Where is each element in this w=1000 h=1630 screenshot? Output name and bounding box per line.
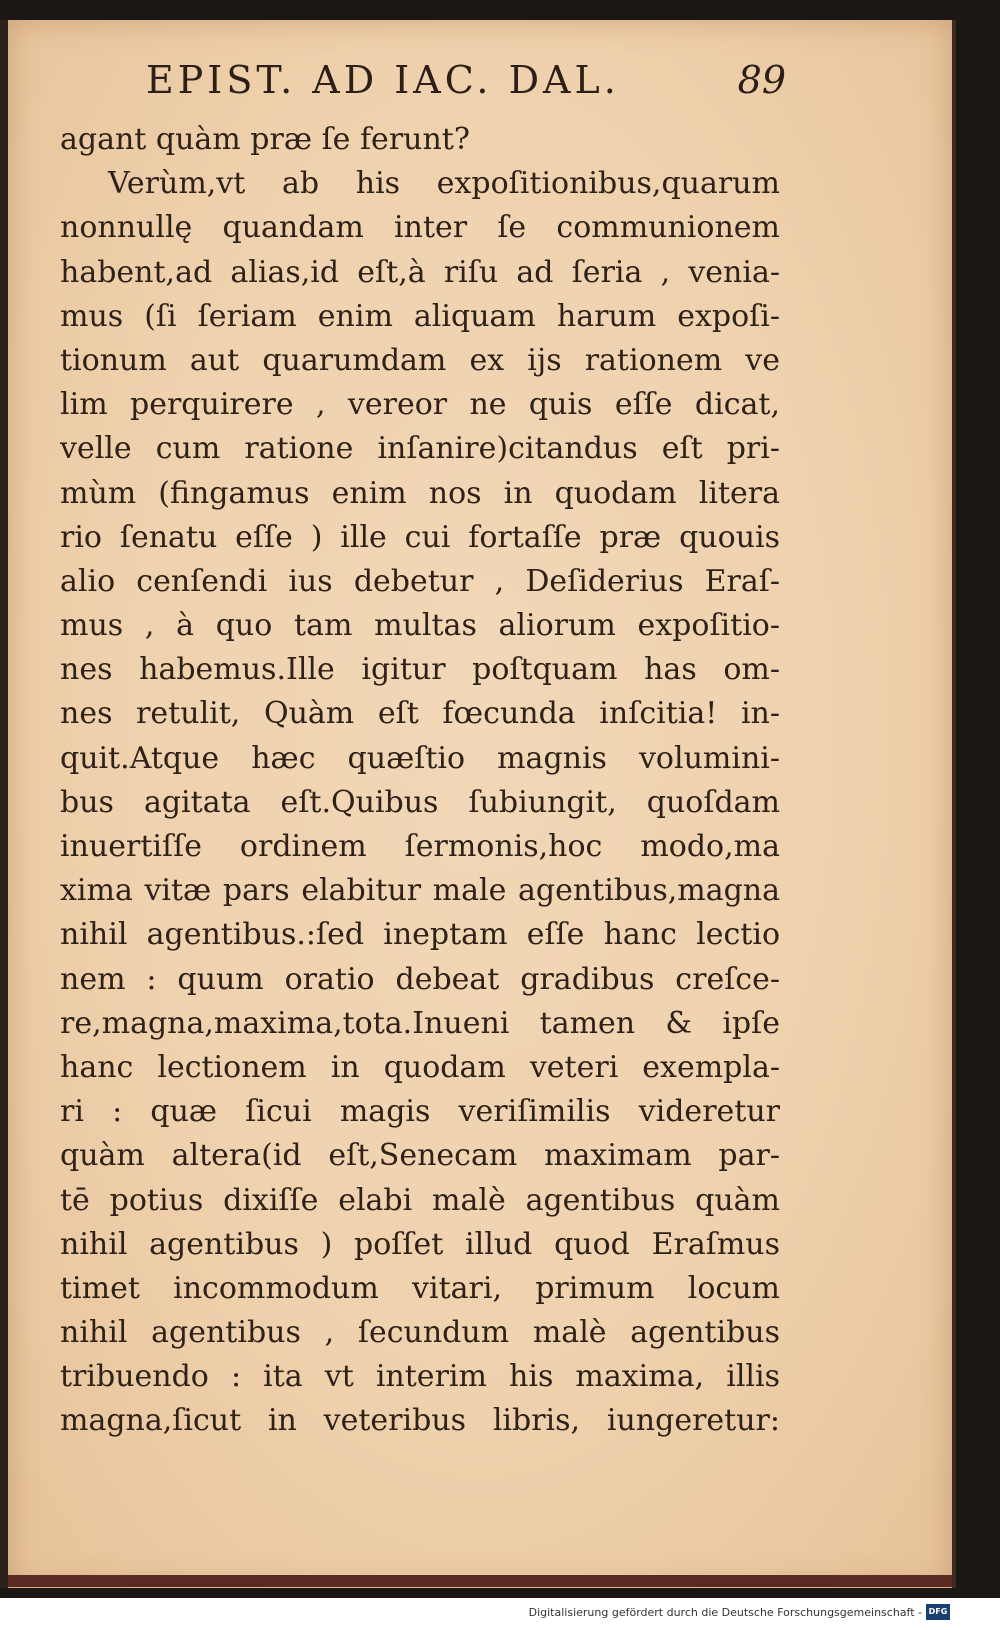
dfg-logo-icon: DFG [926, 1604, 950, 1620]
text-line: mus , à quo tam multas aliorum expoſitio- [60, 608, 780, 644]
text-line: velle cum ratione inſanire)citandus eſt pri- [60, 431, 780, 467]
text-line: Verùm,vt ab his expoſitionibus,quarum [108, 166, 780, 202]
text-line: tē potius dixiſſe elabi malè agentibus quàm [60, 1182, 780, 1218]
text-line: nihil agentibus ) poſſet illud quod Eraſmus [60, 1226, 780, 1262]
text-line: magna,ſicut in veteribus libris, iungeretur: [60, 1403, 780, 1439]
page-bottom-edge [8, 1575, 952, 1587]
text-line: timet incommodum vitari, primum locum [60, 1270, 780, 1306]
text-line: ri : quæ ſicui magis veriſimilis videretur [60, 1094, 780, 1130]
text-line: nes retulit, Quàm eſt fœcunda inſcitia! in- [60, 696, 780, 732]
page-number: 89 [737, 58, 786, 102]
text-line: re,magna,maxima,tota.Inueni tamen & ipſe [60, 1005, 780, 1041]
digitization-footer [0, 1598, 1000, 1630]
text-line: nonnullę quandam inter ſe communionem [60, 210, 780, 246]
funding-credit: Digitalisierung gefördert durch die Deutsche Forschungsgemeinschaft - [528, 1606, 922, 1619]
text-line: agant quàm præ ſe ferunt? [60, 122, 470, 157]
text-line: nihil agentibus , ſecundum malè agentibus [60, 1315, 780, 1351]
text-line: mus (ſi ſeriam enim aliquam harum expoſi- [60, 298, 780, 334]
running-head: EPIST. AD IAC. DAL. [146, 58, 620, 102]
text-line: alio cenſendi ius debetur , Deſiderius Eraſ- [60, 563, 780, 599]
page-header [146, 58, 786, 110]
text-line: quit.Atque hæc quæſtio magnis volumini- [60, 740, 780, 776]
text-line: tionum aut quarumdam ex ijs rationem ve [60, 342, 780, 378]
text-line: mùm (fingamus enim nos in quodam litera [60, 475, 780, 511]
text-line: rio ſenatu eſſe ) ille cui fortaſſe præ quouis [60, 519, 780, 555]
text-line: nihil agentibus.:ſed ineptam eſſe hanc lectio [60, 917, 780, 953]
body-text [60, 118, 780, 1444]
text-line: nes habemus.Ille igitur poſtquam has om- [60, 652, 780, 688]
text-line: lim perquirere , vereor ne quis eſſe dicat, [60, 387, 780, 423]
text-line: habent,ad alias,id eſt,à riſu ad ſeria , venia- [60, 254, 780, 290]
text-line: xima vitæ pars elabitur male agentibus,magna [60, 873, 780, 909]
text-line: nem : quum oratio debeat gradibus creſce- [60, 961, 780, 997]
text-line: hanc lectionem in quodam veteri exempla- [60, 1049, 780, 1085]
text-line: bus agitata eſt.Quibus ſubiungit, quoſdam [60, 784, 780, 820]
text-line: quàm altera(id eſt,Senecam maximam par- [60, 1138, 780, 1174]
text-line: tribuendo : ita vt interim his maxima, illis [60, 1359, 780, 1395]
text-line: inuertiſſe ordinem ſermonis,hoc modo,ma [60, 829, 780, 864]
